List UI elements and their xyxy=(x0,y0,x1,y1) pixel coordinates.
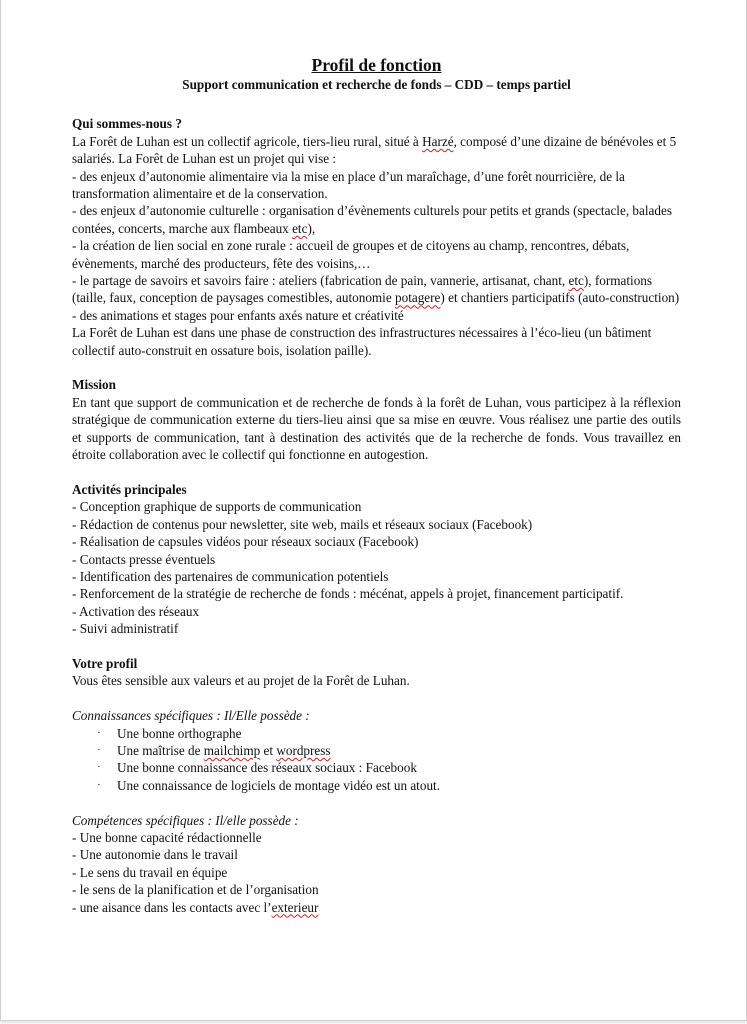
bullet-icon: · xyxy=(97,743,101,756)
spell-flag-wordpress: wordpress xyxy=(276,742,331,758)
activite-item: - Conception graphique de supports de communication xyxy=(72,499,362,515)
activite-item: - Identification des partenaires de communication potentiels xyxy=(72,568,389,584)
competences-label: Compétences spécifiques : Il/elle possède : xyxy=(72,812,299,828)
spell-flag-potagere: potagere xyxy=(395,290,441,306)
qui-item-alimentaire: - des enjeux d’autonomie alimentaire via la mise en place d’un maraîchage, d’une forêt nourricière, de la transformation alimentaire et de la conservation. xyxy=(72,168,625,202)
text-run: et xyxy=(260,742,277,758)
bullet-icon: · xyxy=(97,761,101,774)
spell-flag-etc: etc xyxy=(292,220,308,236)
spacer xyxy=(72,794,681,811)
qui-item-savoirs xyxy=(72,272,681,307)
text-run: La Forêt de Luhan est un collectif agricole, tiers-lieu rural, situé à xyxy=(72,133,423,149)
section-heading-profil: Votre profil xyxy=(72,655,138,671)
competence-item: - Une bonne capacité rédactionnelle xyxy=(72,829,262,845)
activite-item: - Renforcement de la stratégie de recherche de fonds : mécénat, appels à projet, financement participatif. xyxy=(72,586,624,602)
spacer xyxy=(72,359,681,376)
text-run: , composé d’une dizaine de bénévoles et 5 salariés. La Forêt de Luhan est un projet qui vise : xyxy=(72,133,677,167)
text-run: ), xyxy=(307,220,316,236)
page-subtitle: Support communication et recherche de fonds – CDD – temps partiel xyxy=(182,77,571,92)
competence-item: - Une autonomie dans le travail xyxy=(72,847,238,863)
spell-flag-harze: Harzé xyxy=(422,133,454,149)
connaissances-label: Connaissances spécifiques : Il/Elle possède : xyxy=(72,708,310,724)
competence-item: - le sens de la planification et de l’organisation xyxy=(72,882,319,898)
list-item xyxy=(72,725,681,742)
profil-intro: Vous êtes sensible aux valeurs et au projet de la Forêt de Luhan. xyxy=(72,673,410,689)
qui-item-culturelle xyxy=(72,202,681,237)
list-item xyxy=(72,742,681,759)
spacer xyxy=(72,690,681,707)
section-heading-qui: Qui sommes-nous ? xyxy=(72,116,182,132)
activite-item: - Suivi administratif xyxy=(72,621,179,637)
text-run: Une maîtrise de xyxy=(117,742,204,758)
spell-flag-exterieur: exterieur xyxy=(271,899,319,915)
text-run: - le partage de savoirs et savoirs faire : ateliers (fabrication de pain, vannerie, artisanat, chant, xyxy=(72,273,569,289)
text-run: ), formations (taille, faux, conception de paysages comestibles, autonomie xyxy=(72,273,653,306)
qui-intro xyxy=(72,133,681,168)
activite-item: - Activation des réseaux xyxy=(72,603,200,619)
section-heading-mission: Mission xyxy=(72,377,116,393)
connaissances-list xyxy=(72,725,681,795)
qui-closing: La Forêt de Luhan est dans une phase de construction des infrastructures nécessaires à l’éco-lieu (un bâtiment collectif auto-construit en ossature bois, isolation paille). xyxy=(72,325,652,358)
list-item xyxy=(72,759,681,776)
document-body xyxy=(72,54,681,916)
competence-item xyxy=(72,899,681,916)
spell-flag-mailchimp: mailchimp xyxy=(203,742,261,758)
activite-item: - Rédaction de contenus pour newsletter, site web, mails et réseaux sociaux (Facebook) xyxy=(72,516,533,532)
bullet-icon: · xyxy=(97,778,101,791)
competence-item: - Le sens du travail en équipe xyxy=(72,864,228,880)
spell-flag-etc: etc xyxy=(568,273,584,289)
spacer xyxy=(72,464,681,481)
text-run: Une connaissance de logiciels de montage vidéo est un atout. xyxy=(117,777,440,793)
section-heading-activites: Activités principales xyxy=(72,481,187,497)
text-run: - des enjeux d’autonomie culturelle : organisation d’évènements culturels pour petits et grands (spectacle, balades contées, concerts, marche aux flambeaux xyxy=(72,203,672,236)
activite-item: - Contacts presse éventuels xyxy=(72,551,216,567)
text-run: - une aisance dans les contacts avec l’ xyxy=(72,899,272,915)
text-run: Une bonne orthographe xyxy=(117,725,242,741)
qui-item-enfants: - des animations et stages pour enfants axés nature et créativité xyxy=(72,307,404,323)
bullet-icon: · xyxy=(97,726,101,739)
mission-text: En tant que support de communication et de recherche de fonds à la forêt de Luhan, vous participez à la réflexion stratégique de communication externe du tiers-lieu ainsi que sa mise en œuvre. Vous réalisez une partie des outils et supports de communication, tant à destination des activités que de la recherche de fonds. Vous travaillez en étroite collaboration avec le collectif qui fonctionne en autogestion. xyxy=(72,394,681,463)
list-item xyxy=(72,777,681,794)
activite-item: - Réalisation de capsules vidéos pour réseaux sociaux (Facebook) xyxy=(72,534,419,550)
text-run: Une bonne connaissance des réseaux sociaux : Facebook xyxy=(117,760,417,776)
page-title: Profil de fonction xyxy=(311,55,442,75)
text-run: ) et chantiers participatifs (auto-construction) xyxy=(440,290,680,306)
qui-item-lien-social: - la création de lien social en zone rurale : accueil de groupes et de citoyens au champ, rencontres, débats, évènements, marché des producteurs, fête des voisins,… xyxy=(72,238,630,271)
spacer xyxy=(72,638,681,655)
